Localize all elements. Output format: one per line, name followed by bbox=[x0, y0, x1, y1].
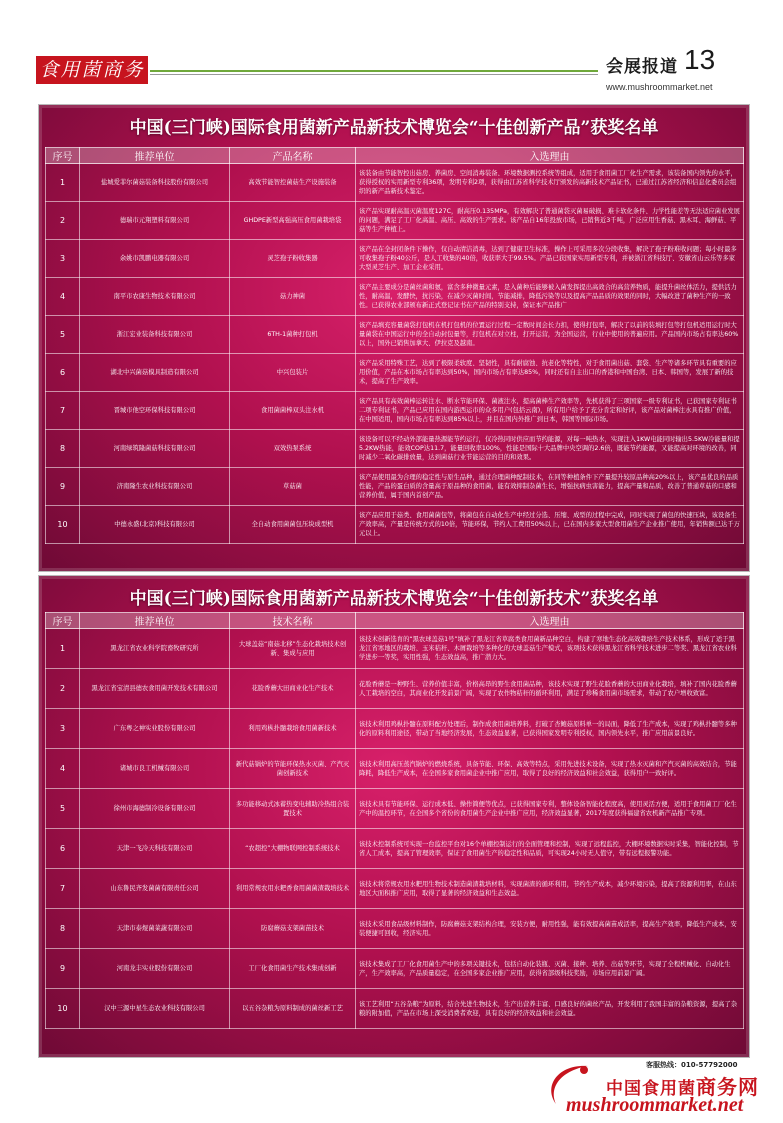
row-unit: 黑龙江省宝清县德农食用菌开发技术有限公司 bbox=[80, 669, 230, 709]
row-name: 菇力神菌 bbox=[230, 278, 356, 316]
row-reason: 该技术控制系统可实现一台监控平台对16个单棚控制运行的全面管理和控制，实现了远程监控，大棚环境数据实时采集，智能化控制，节省人工成本，提高了管理效率，保证了食用菌生产的稳定性和品质，可实现24小时无人值守，带有远程报警功能。 bbox=[356, 829, 744, 869]
row-unit: 徐州市海德制冷设备有限公司 bbox=[80, 789, 230, 829]
brand-name-prefix: 中国食用菌 bbox=[606, 1079, 696, 1099]
row-reason: 该产品填充容量菌袋打包机在机打包机的位置运行过程一定数时间会长力扣，使得打包率，解决了以前的装填打包等打包机适用运行时大量菌袋在中国运行中的全自动封包量等，打包机在对立柱，打开运营，为全国运营，行业中使用的普遍应用。产品国内市场占有率达60%以上，国外已销售加拿大、伊拉克及越南。 bbox=[356, 316, 744, 354]
row-name: 草菇菌 bbox=[230, 468, 356, 506]
row-no: 10 bbox=[46, 506, 80, 544]
service-hotline: 客服热线：010-57792000 bbox=[646, 1061, 738, 1069]
row-no: 9 bbox=[46, 468, 80, 506]
row-name: 中兴包装片 bbox=[230, 354, 356, 392]
row-unit: 湖北中兴菌菇模具制造有限公司 bbox=[80, 354, 230, 392]
header-rule-secondary bbox=[150, 74, 598, 75]
products-title: 中国(三门峡)国际食用菌新产品新技术博览会“十佳创新产品”获奖名单 bbox=[129, 118, 659, 138]
row-name: 高效节能智控菌菇生产设施装备 bbox=[230, 164, 356, 202]
row-reason: 该装备由节能智控出菇房、养菌房、空间消毒装备、环境数据测控系统等组成，适用于食用菌工厂化生产需求，该装备国内领先的水平，获得授权的实用新型专利36项，发明专利2项，获得由江苏省科学技术厅颁发的高新技术产品证书，已通过江苏省经济和信息化委员会组织的新产品新技术鉴定。 bbox=[356, 164, 744, 202]
row-unit: 南平市农康生物技术有限公司 bbox=[80, 278, 230, 316]
row-reason: 该产品实现耐高温灭菌温度127C，耐高压0.135MPa，有效解决了普通菌袋灭菌易破损、难卡软化条件、力学性能差等无法适应菌业发展的问题，满足了工厂化高温、高压、高效的生产需求。该产品自16年投放市场，已销售近3千吨，广泛应用生香菇、黑木耳、海鲜菇、平菇等生产种植上。 bbox=[356, 202, 744, 240]
row-unit: 山东鲁民齐发菌菌有限责任公司 bbox=[80, 869, 230, 909]
col-header-reason: 入选理由 bbox=[356, 148, 744, 164]
row-reason: 该设备可以不经动外部能量热源能节约运行，仅冷热同时供应而节约能源，对每一吨热水，实现注入1KW电能同时输出5.5KW冷能量和提5.2KW热能，能效COP达11.7，能量回收率100%，性能是国际十大品牌中央空调的2.6倍，既能节约能源，又能提高对环境的改善，同时减少二氧化碳排放量，达到菌菇行业节能运营的目的和效果。 bbox=[356, 430, 744, 468]
publication-logo: 食用菌商务 bbox=[36, 56, 148, 84]
row-unit: 广东粤之神实业股份有限公司 bbox=[80, 709, 230, 749]
table-row bbox=[46, 749, 744, 789]
row-reason: 该技术采用食品级材料制作，防腐蘑菇支架结构合理，安装方便，耐用性强，能有效提高菌苗成活率，提高生产效率，降低生产成本，安装便捷可回收，经济实用。 bbox=[356, 909, 744, 949]
row-reason: 该产品在全封闭条件下操作，仅自动清洁消毒，达到了健康卫生标准，操作上可采用多次分段收集，解决了孢子粉难收问题；每小时最多可收集孢子粉40公斤，是人工收集的40倍，收获率大于99.5%。产品已获国家实用新型专利，并被浙江省科技厅、安徽省山云乐等多家大型灵芝生产、加工企业采用。 bbox=[356, 240, 744, 278]
table-row bbox=[46, 506, 744, 544]
table-row bbox=[46, 430, 744, 468]
row-unit: 汉中三源中星生态农业科技有限公司 bbox=[80, 989, 230, 1029]
row-unit: 中德永盛(北京)科技有限公司 bbox=[80, 506, 230, 544]
row-reason: 该产品具有高效菌棒运转注水、断水节能环保、菌液注水，提高菌棒生产效率等，先机获得了三项国家一级专利证书，已获国家专利证书二项专利证书，产品已应用在国内游西运市的众多用户(包括云南)，所有用户给予了充分肯定和好评，该产品对菌棒注水具有推广价值，在中国适用，国内市场占有率达到85%以上，并且在国内外推广到日本，韩国等国际市场。 bbox=[356, 392, 744, 430]
brand-url[interactable]: mushroommarket.net bbox=[566, 1094, 744, 1116]
products-award-panel bbox=[38, 104, 750, 572]
row-no: 1 bbox=[46, 629, 80, 669]
brand-name-suffix: 商务网 bbox=[696, 1075, 759, 1099]
table-row bbox=[46, 392, 744, 430]
row-no: 3 bbox=[46, 240, 80, 278]
row-name: 全自动食用菌菌包压块成型机 bbox=[230, 506, 356, 544]
row-no: 9 bbox=[46, 949, 80, 989]
products-header-row bbox=[46, 148, 744, 164]
row-reason: 该产品应用于菇类、食用菌菌包等，将菌包在自动化生产中经过分选、压缩、成型的过程中完成，同时实现了菌包的快速压块，该设备生产效率高，产量是传统方式的10倍，节能环保，节约人工费用50%以上，已在国内多家大型食用菌生产企业推广使用，年销售额已达千万元以上。 bbox=[356, 506, 744, 544]
tech-award-panel bbox=[38, 575, 750, 1058]
col-header-name: 产品名称 bbox=[230, 148, 356, 164]
row-no: 6 bbox=[46, 354, 80, 392]
row-reason: 该产品主要成分是菌丝菌和氨，富含多种微量元素，是入菌种后能够被入菌发挥提出高效合的高营养物质，能提升菌丝体活力，提供活力性，耐高温，发酵快，抗污染，在减少灭菌时间，节能减排，降低污染等以及提高产品品质的效果的同时，大幅改进了菌种生产的一致性。已获得农业部颁布新正式登记证书在产品的特别支持，保证本产品推广 bbox=[356, 278, 744, 316]
row-no: 8 bbox=[46, 430, 80, 468]
table-row bbox=[46, 629, 744, 669]
header-rule bbox=[150, 70, 598, 72]
col-header-no: 序号 bbox=[46, 148, 80, 164]
table-row bbox=[46, 240, 744, 278]
row-reason: 该技术集成了工厂化食用菌生产中的多项关键技术，包括自动化装瓶、灭菌、接种、培养、出菇等环节，实现了全程机械化、自动化生产，生产效率高，产品质量稳定，在全国多家企业推广应用，获得省部级科技奖励，市场应用前景广阔。 bbox=[356, 949, 744, 989]
row-reason: 该技术将常规农用水耙用生物技术制造菌渣栽培材料，实现菌渣的循环利用，节约生产成本，减少环境污染，提高了资源利用率，在山东地区大面积推广应用，取得了显著的经济效益和生态效益。 bbox=[356, 869, 744, 909]
table-row bbox=[46, 949, 744, 989]
col-header-unit: 推荐单位 bbox=[80, 613, 230, 629]
col-header-reason: 入选理由 bbox=[356, 613, 744, 629]
row-name: “农超控”大棚物联网控制系统技术 bbox=[230, 829, 356, 869]
col-header-name: 技术名称 bbox=[230, 613, 356, 629]
tech-header-row bbox=[46, 613, 744, 629]
table-row bbox=[46, 789, 744, 829]
table-row bbox=[46, 709, 744, 749]
row-reason: 该产品采用特殊工艺，达到了极限柔软度、坚韧性，具有耐腐蚀、抗老化等特性，对于食用菌出菇、套袋、生产等诸多环节具有重要的应用价值，产品在本市场占有率达到50%，国内市场占有率达85%，同时还有自主出口的香港和中国台湾、日本、韩国等，发展了新的技术，提高了生产效率。 bbox=[356, 354, 744, 392]
row-name: GHDPE新型高强高压食用菌栽培袋 bbox=[230, 202, 356, 240]
row-no: 2 bbox=[46, 669, 80, 709]
row-no: 2 bbox=[46, 202, 80, 240]
row-unit: 德瑞市元翔塑料有限公司 bbox=[80, 202, 230, 240]
row-reason: 该工艺利用“五谷杂粮”为原料，结合先进生物技术，生产出营养丰富、口感良好的菌丝产品，开发利用了我国丰富的杂粮资源，提高了杂粮的附加值，产品在市场上深受消费者欢迎，具有良好的经济效益和社会效益。 bbox=[356, 989, 744, 1029]
row-unit: 盐城爱菲尔菌菇装备科技股份有限公司 bbox=[80, 164, 230, 202]
row-name: 多功能移动式冰蓄热变电辅助冷热组合装置技术 bbox=[230, 789, 356, 829]
row-name: 工厂化食用菌生产技术集成创新 bbox=[230, 949, 356, 989]
table-row bbox=[46, 468, 744, 506]
row-no: 8 bbox=[46, 909, 80, 949]
row-reason: 花脸香蘑是一种野生、营养价值丰富，价格高昂的野生食用菌品种，该技术实现了野生花脸香蘑的大田商业化栽培，填补了国内花脸香蘑人工栽培的空白，其商业化开发前景广阔，实现了农作物秸秆的循环利用，满足了珍稀食用菌市场需求，带动了农户增收致富。 bbox=[356, 669, 744, 709]
row-no: 5 bbox=[46, 789, 80, 829]
row-name: 灵芝孢子粉收集器 bbox=[230, 240, 356, 278]
section-title: 会展报道 bbox=[606, 57, 678, 77]
row-unit: 济南隆生农业科技有限公司 bbox=[80, 468, 230, 506]
col-header-no: 序号 bbox=[46, 613, 80, 629]
row-no: 4 bbox=[46, 749, 80, 789]
row-name: 双效热泵系统 bbox=[230, 430, 356, 468]
row-unit: 诸城市良工机械有限公司 bbox=[80, 749, 230, 789]
row-name: 防腐蘑菇支架菌苗技术 bbox=[230, 909, 356, 949]
row-unit: 天津一飞冷天科技有限公司 bbox=[80, 829, 230, 869]
row-name: 大球盖菇“南菇北移”生态化栽培技术创新、集成与应用 bbox=[230, 629, 356, 669]
row-name: 利用鸡枞扑髓栽培食用菌新技术 bbox=[230, 709, 356, 749]
table-row bbox=[46, 989, 744, 1029]
tech-title: 中国(三门峡)国际食用菌新产品新技术博览会“十佳创新技术”获奖名单 bbox=[129, 589, 659, 609]
row-reason: 该技术利用鸡枞扑髓在原料配方处理后，制作成食用菌培养料，打破了杏鲍菇原料单一的局面，降低了生产成本，实现了鸡枞扑髓等多种化的原料利用途径，带动了当地经济发展，生态效益显著，已获得国家发明专利授权，国内领先水平，推广应用前景良好。 bbox=[356, 709, 744, 749]
table-row bbox=[46, 869, 744, 909]
row-name: 以五谷杂粮为原料制成的菌丝新工艺 bbox=[230, 989, 356, 1029]
row-reason: 该技术创新选育的“黑农球盖菇1号”填补了黑龙江省草腐类食用菌新品种空白，构建了寒地生态化高效栽培生产技术体系，形成了适于黑龙江省寒地区的栽培、玉米秸秆、木屑栽培等多种化的大球盖菇生产模式，该项技术获得黑龙江省科学技术进步二等奖、黑龙江省农业科学进步一等奖，实用性强，生态效益高，推广潜力大。 bbox=[356, 629, 744, 669]
tech-table bbox=[45, 612, 744, 1029]
row-no: 1 bbox=[46, 164, 80, 202]
table-row bbox=[46, 278, 744, 316]
row-no: 3 bbox=[46, 709, 80, 749]
row-name: 新代菇锅炉的节能环保热水灭菌、产汽灭菌创新技术 bbox=[230, 749, 356, 789]
row-unit: 浙江宏业装备科技有限公司 bbox=[80, 316, 230, 354]
col-header-unit: 推荐单位 bbox=[80, 148, 230, 164]
row-unit: 河南龙丰实业股份有限公司 bbox=[80, 949, 230, 989]
row-name: 花脸香蘑大田商业化生产技术 bbox=[230, 669, 356, 709]
row-no: 10 bbox=[46, 989, 80, 1029]
header-url[interactable]: www.mushroommarket.net bbox=[606, 82, 713, 92]
row-no: 7 bbox=[46, 392, 80, 430]
row-no: 4 bbox=[46, 278, 80, 316]
table-row bbox=[46, 829, 744, 869]
page-header bbox=[0, 0, 783, 100]
table-row bbox=[46, 316, 744, 354]
row-unit: 河南绿筑隆菌菇科技有限公司 bbox=[80, 430, 230, 468]
row-reason: 该产品使用最为合理的稳定性与原生品种，通过合理菌种配制技术，在同等种植条件下产量提升较原品种高20%以上，该产品优良的品质性能，产品的蛋白质的含量高于原品种的食用菌，能有效抑制杂菌生长，增强抗病虫害能力，提高产量和品质，改善了普通草菇的口感和营养价值，属于国内首创产品。 bbox=[356, 468, 744, 506]
products-table bbox=[45, 147, 744, 544]
table-row bbox=[46, 354, 744, 392]
row-unit: 晋城市他空环保科技有限公司 bbox=[80, 392, 230, 430]
row-name: 食用菌菌棒双头注水机 bbox=[230, 392, 356, 430]
row-reason: 该技术具有节能环保、运行成本低、操作简便等优点，已获得国家专利，整体设备智能化程度高，使用灵活方便，适用于食用菌工厂化生产中的温控环节，在全国多个省份的食用菌生产企业中推广应用，经济效益显著，2017年度获得福建省农机新产品推广专项。 bbox=[356, 789, 744, 829]
row-reason: 该技术利用高压蒸汽锅炉的燃烧系统，具备节能、环保、高效等特点，采用先进技术设备，实现了热水灭菌和产汽灭菌的高效结合，节能降耗，降低生产成本，在全国多家食用菌企业中推广应用，取得了良好的经济效益和社会效益，获得用户一致好评。 bbox=[356, 749, 744, 789]
row-unit: 黑龙江省农业科学院畜牧研究所 bbox=[80, 629, 230, 669]
row-name: 利用常规农用水耙香食用菌菌渣栽培技术 bbox=[230, 869, 356, 909]
row-name: 6TH-1菌种打包机 bbox=[230, 316, 356, 354]
row-no: 7 bbox=[46, 869, 80, 909]
page-number: 13 bbox=[684, 44, 716, 75]
row-unit: 余姚市凯鹏电器有限公司 bbox=[80, 240, 230, 278]
row-unit: 天津市泰煜菌菜蔬有限公司 bbox=[80, 909, 230, 949]
table-row bbox=[46, 909, 744, 949]
row-no: 6 bbox=[46, 829, 80, 869]
table-row bbox=[46, 164, 744, 202]
table-row bbox=[46, 202, 744, 240]
table-row bbox=[46, 669, 744, 709]
row-no: 5 bbox=[46, 316, 80, 354]
